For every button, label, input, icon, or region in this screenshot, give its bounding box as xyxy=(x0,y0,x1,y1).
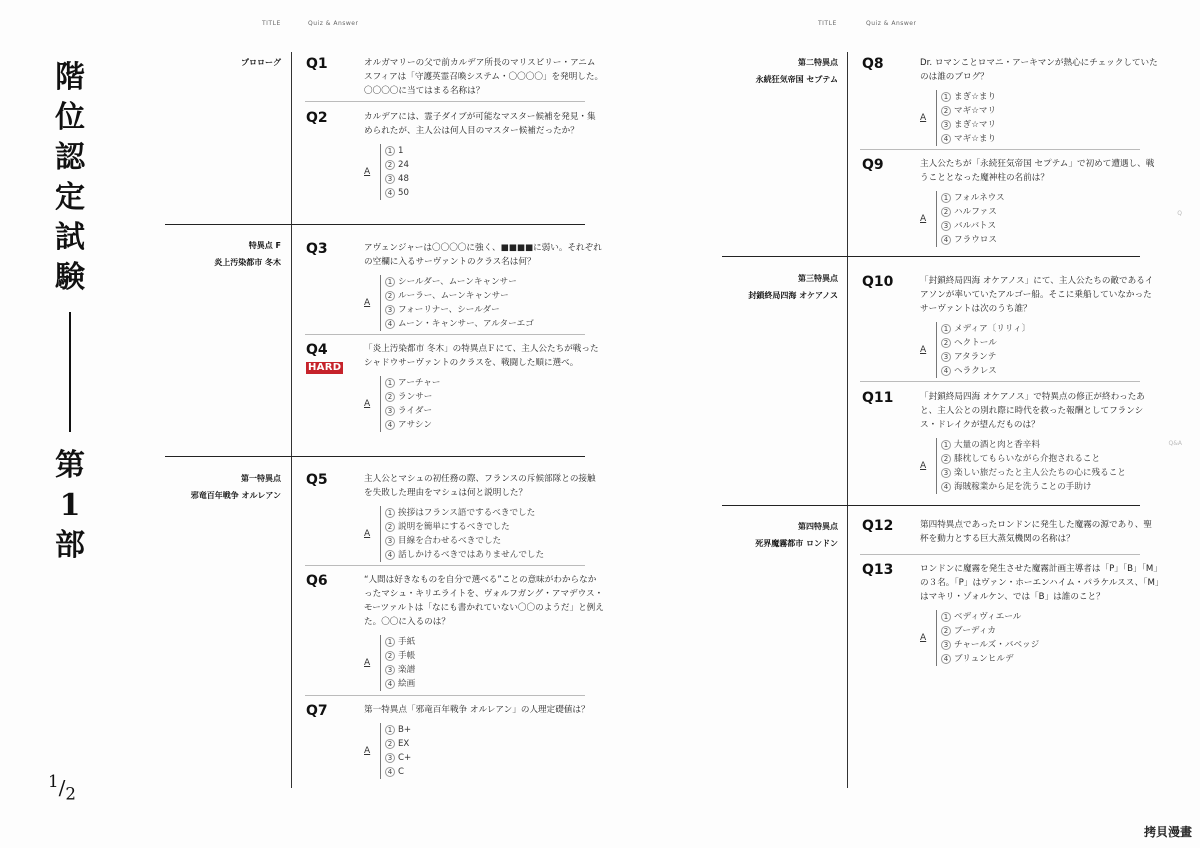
option-number-icon: 4 xyxy=(385,679,395,689)
question-text: ロンドンに魔霧を発生させた魔霧計画主導者は「P」「B」「M」の３名。「P」はヴァン・ホーエンハイム・パラケルスス、「M」はマキリ・ゾォルケン、では「B」は誰のこと？ xyxy=(920,564,1160,602)
option xyxy=(385,303,604,317)
option-text: フォーリナー、シールダー xyxy=(398,305,500,315)
option xyxy=(941,132,1160,146)
option-number-icon: 4 xyxy=(941,654,951,664)
option xyxy=(385,376,604,390)
option-number-icon: 1 xyxy=(385,277,395,287)
answer-options xyxy=(364,506,604,562)
answer-options xyxy=(920,322,1160,378)
question-number: Q5 xyxy=(306,472,328,488)
section-divider xyxy=(722,505,1140,506)
answer-options xyxy=(364,144,604,200)
option-number-icon: 2 xyxy=(941,106,951,116)
option xyxy=(385,275,604,289)
section-header-singularity-3 xyxy=(722,270,838,304)
option-text: C+ xyxy=(398,753,412,763)
option-number-icon: 3 xyxy=(385,753,395,763)
option-number-icon: 2 xyxy=(385,291,395,301)
vertical-title xyxy=(48,58,92,566)
option xyxy=(385,418,604,432)
option xyxy=(385,649,604,663)
question-number: Q11 xyxy=(862,390,894,406)
option xyxy=(385,663,604,677)
title-char: 験 xyxy=(55,260,85,295)
question-q11 xyxy=(862,390,1160,494)
option-text: ハルファス xyxy=(954,207,997,217)
section-name: 第一特異点 xyxy=(241,474,281,483)
question-divider xyxy=(305,101,585,102)
option xyxy=(385,186,604,200)
option-number-icon: 2 xyxy=(385,160,395,170)
option xyxy=(941,652,1160,666)
answer-mark: A xyxy=(364,399,371,409)
option-number-icon: 1 xyxy=(941,193,951,203)
option-number-icon: 2 xyxy=(385,739,395,749)
option-text: アーチャー xyxy=(398,378,441,388)
question-text: 主人公たちが「永続狂気帝国 セプテム」で初めて遭遇し、戦うこととなった魔神柱の名前は？ xyxy=(920,159,1155,183)
question-number: Q1 xyxy=(306,56,328,72)
column-rule-left xyxy=(291,52,292,788)
option-number-icon: 2 xyxy=(941,207,951,217)
question-number: Q6 xyxy=(306,573,328,589)
watermark: 拷貝漫畫 xyxy=(1143,825,1192,839)
option-number-icon: 4 xyxy=(385,550,395,560)
question-number: Q12 xyxy=(862,518,894,534)
section-header-singularity-f xyxy=(165,237,281,271)
question-q7 xyxy=(306,703,604,779)
option-number-icon: 2 xyxy=(385,651,395,661)
question-divider xyxy=(305,565,585,566)
option-number-icon: 3 xyxy=(941,352,951,362)
option xyxy=(385,144,604,158)
question-q1 xyxy=(306,56,604,98)
option xyxy=(941,219,1160,233)
question-text: “人間は好きなものを自分で選べる”ことの意味がわからなかったマシュ・キリエライトを、ヴォルフガング・アマデウス・モーツァルトは「なにも書かれていない〇〇のようだ」と例えた。〇〇に入るのは？ xyxy=(364,575,604,627)
option xyxy=(385,723,604,737)
question-text: オルガマリーの父で前カルデア所長のマリスビリー・アニムスフィアは「守護英霊召喚システム・〇〇〇〇」を発明した。〇〇〇〇に当てはまる名称は？ xyxy=(364,58,604,96)
section-name: 特異点 F xyxy=(248,241,281,250)
option-number-icon: 4 xyxy=(941,482,951,492)
question-number: Q2 xyxy=(306,110,328,126)
option-number-icon: 3 xyxy=(385,536,395,546)
answer-mark: A xyxy=(364,298,371,308)
title-char: 位 xyxy=(55,100,85,135)
answer-options xyxy=(364,635,604,691)
question-divider xyxy=(305,695,585,696)
option-text: 話しかけるべきではありませんでした xyxy=(398,550,545,560)
option-number-icon: 3 xyxy=(385,174,395,184)
option xyxy=(385,289,604,303)
option-text: 楽しい旅だったと主人公たちの心に残ること xyxy=(954,468,1126,478)
section-subtitle: 死界魔霧都市 ロンドン xyxy=(755,539,838,548)
question-text: 第四特異点であったロンドンに発生した魔霧の源であり、聖杯を動力とする巨大蒸気機関の名称は？ xyxy=(920,520,1152,544)
question-text: 「封鎖終局四海 オケアノス」で特異点の修正が終わったあと、主人公との別れ際に時代を救った報酬としてフランシス・ドレイクが望んだものは？ xyxy=(920,392,1145,430)
section-divider xyxy=(165,456,585,457)
question-text: 第一特異点「邪竜百年戦争 オルレアン」の人理定礎値は？ xyxy=(364,705,590,715)
option xyxy=(941,452,1160,466)
option-text: ルーラー、ムーンキャンサー xyxy=(398,291,509,301)
section-subtitle: 封鎖終局四海 オケアノス xyxy=(748,291,838,300)
title-char: 認 xyxy=(55,140,85,175)
option-text: ランサー xyxy=(398,392,433,402)
part-char: 第 xyxy=(55,448,85,483)
question-text: カルデアには、霊子ダイブが可能なマスター候補を発見・集められたが、主人公は何人目のマスター候補だったか？ xyxy=(364,112,596,136)
question-q4 xyxy=(306,342,604,432)
page-number: $^1/_2$ xyxy=(48,772,76,804)
option-text: 1 xyxy=(398,146,404,156)
answer-mark: A xyxy=(364,167,371,177)
option-text: まぎ☆まり xyxy=(954,92,997,102)
question-text: 主人公とマシュの初任務の際、フランスの斥候部隊との接触を失敗した理由をマシュは何と説明した？ xyxy=(364,474,596,498)
hard-badge: HARD xyxy=(308,362,342,373)
option-number-icon: 1 xyxy=(385,146,395,156)
option-number-icon: 4 xyxy=(385,420,395,430)
question-divider xyxy=(305,334,585,335)
question-text: 「封鎖終局四海 オケアノス」にて、主人公たちの敵であるイアソンが率いていたアルゴー船。そこに乗船していなかったサーヴァントは次のうち誰？ xyxy=(920,276,1154,314)
option xyxy=(385,172,604,186)
part-char: 部 xyxy=(55,528,85,563)
answer-options xyxy=(920,438,1160,494)
option-number-icon: 1 xyxy=(385,725,395,735)
option xyxy=(385,751,604,765)
answer-mark: A xyxy=(920,461,927,471)
option xyxy=(941,364,1160,378)
option-text: シールダー、ムーンキャンサー xyxy=(398,277,517,287)
section-subtitle: 邪竜百年戦争 オルレアン xyxy=(190,491,281,500)
question-number: Q8 xyxy=(862,56,884,72)
section-subtitle: 永続狂気帝国 セプテム xyxy=(755,75,838,84)
title-char: 試 xyxy=(55,220,85,255)
option-number-icon: 1 xyxy=(941,612,951,622)
header-subtitle: Quiz & Answer xyxy=(308,20,359,27)
option-text: チャールズ・バベッジ xyxy=(954,640,1040,650)
option-text: 海賊稼業から足を洗うことの手助け xyxy=(954,482,1092,492)
option-number-icon: 3 xyxy=(941,468,951,478)
answer-mark: A xyxy=(920,633,927,643)
option xyxy=(385,404,604,418)
title-char: 定 xyxy=(55,180,85,215)
option-number-icon: 2 xyxy=(385,522,395,532)
option-number-icon: 4 xyxy=(385,319,395,329)
option xyxy=(385,677,604,691)
section-name: 第三特異点 xyxy=(798,274,838,283)
question-text: Dr. ロマンことロマニ・アーキマンが熱心にチェックしていたのは誰のブログ？ xyxy=(920,58,1158,82)
question-q10 xyxy=(862,274,1160,378)
section-header-singularity-4 xyxy=(722,518,838,552)
question-number: Q7 xyxy=(306,703,328,719)
question-divider xyxy=(860,554,1140,555)
option-number-icon: 4 xyxy=(941,134,951,144)
option-text: ブリュンヒルデ xyxy=(954,654,1014,664)
option xyxy=(941,610,1160,624)
option-text: メディア〔リリィ〕 xyxy=(954,324,1031,334)
section-name: 第四特異点 xyxy=(798,522,838,531)
section-header-prologue xyxy=(165,54,281,71)
option-text: 楽譜 xyxy=(398,665,416,675)
option-number-icon: 1 xyxy=(385,378,395,388)
option-number-icon: 4 xyxy=(385,188,395,198)
header-title-label-right: TITLE xyxy=(818,20,837,27)
option xyxy=(941,480,1160,494)
option-text: 手紙 xyxy=(398,637,416,647)
part-char: 1 xyxy=(59,488,81,523)
option xyxy=(385,548,604,562)
option xyxy=(941,466,1160,480)
answer-options xyxy=(364,376,604,432)
section-name: 第二特異点 xyxy=(798,58,838,67)
option-text: 手帳 xyxy=(398,651,416,661)
option-number-icon: 4 xyxy=(385,767,395,777)
section-subtitle: 炎上汚染都市 冬木 xyxy=(214,258,281,267)
answer-options xyxy=(920,610,1160,666)
option-text: アタランテ xyxy=(954,352,997,362)
option xyxy=(941,438,1160,452)
option-text: 48 xyxy=(398,174,409,184)
option xyxy=(385,534,604,548)
page-number-current: 1 xyxy=(48,772,59,791)
question-q8 xyxy=(862,56,1160,146)
option-number-icon: 2 xyxy=(941,626,951,636)
option-text: ベディヴィエール xyxy=(954,612,1022,622)
option xyxy=(385,737,604,751)
option-text: マギ☆マリ xyxy=(954,106,997,116)
option-text: フラウロス xyxy=(954,235,997,245)
option xyxy=(941,104,1160,118)
option xyxy=(941,336,1160,350)
option-text: 24 xyxy=(398,160,409,170)
option-number-icon: 2 xyxy=(941,338,951,348)
option-number-icon: 1 xyxy=(385,508,395,518)
question-q5 xyxy=(306,472,604,562)
option-text: ヘクトール xyxy=(954,338,997,348)
question-q9 xyxy=(862,157,1160,247)
section-header-singularity-1 xyxy=(165,470,281,504)
option-text: 目線を合わせるべきでした xyxy=(398,536,502,546)
title-char: 階 xyxy=(55,60,85,95)
section-name: プロローグ xyxy=(241,58,281,67)
option-number-icon: 2 xyxy=(941,454,951,464)
answer-options xyxy=(364,723,604,779)
option-number-icon: 3 xyxy=(941,120,951,130)
question-q12 xyxy=(862,518,1160,546)
answer-mark: A xyxy=(920,214,927,224)
option-text: 説明を簡単にするべきでした xyxy=(398,522,510,532)
option-number-icon: 1 xyxy=(385,637,395,647)
option xyxy=(941,638,1160,652)
option xyxy=(941,322,1160,336)
option xyxy=(941,90,1160,104)
option xyxy=(385,317,604,331)
option xyxy=(385,520,604,534)
option xyxy=(385,506,604,520)
title-divider xyxy=(69,312,71,432)
question-text: アヴェンジャーは〇〇〇〇に強く、■■■■に弱い。それぞれの空欄に入るサーヴァントのクラス名は何？ xyxy=(364,243,602,267)
option-text: まぎ☆マリ xyxy=(954,120,997,130)
edge-mark: Q xyxy=(1177,210,1182,217)
answer-mark: A xyxy=(920,345,927,355)
answer-options xyxy=(920,191,1160,247)
option-number-icon: 3 xyxy=(385,406,395,416)
question-divider xyxy=(860,149,1140,150)
option xyxy=(385,765,604,779)
option xyxy=(385,158,604,172)
question-number: Q9 xyxy=(862,157,884,173)
option-text: 挨拶はフランス語でするべきでした xyxy=(398,508,536,518)
option-text: マギ☆まり xyxy=(954,134,997,144)
edge-mark: Q&A xyxy=(1168,440,1182,447)
option-number-icon: 3 xyxy=(385,305,395,315)
option-text: 膝枕してもらいながら介抱されること xyxy=(954,454,1101,464)
question-number: Q10 xyxy=(862,274,894,290)
option xyxy=(941,205,1160,219)
option-text: B+ xyxy=(398,725,412,735)
option-text: 大量の酒と肉と香辛料 xyxy=(954,440,1040,450)
option-text: バルバトス xyxy=(954,221,997,231)
option-text: 50 xyxy=(398,188,409,198)
question-number: Q4 xyxy=(306,342,328,358)
option-number-icon: 4 xyxy=(941,235,951,245)
option-text: 絵画 xyxy=(398,679,416,689)
answer-mark: A xyxy=(920,113,927,123)
question-q2 xyxy=(306,110,604,200)
option-text: ブーディカ xyxy=(954,626,997,636)
header-subtitle-right: Quiz & Answer xyxy=(866,20,917,27)
section-divider xyxy=(722,256,1140,257)
option-text: フォルネウス xyxy=(954,193,1005,203)
option xyxy=(385,390,604,404)
option-text: C xyxy=(398,767,405,777)
answer-options xyxy=(364,275,604,331)
option-text: ライダー xyxy=(398,406,433,416)
option xyxy=(941,350,1160,364)
answer-mark: A xyxy=(364,658,371,668)
question-q3 xyxy=(306,241,604,331)
option-number-icon: 1 xyxy=(941,440,951,450)
option xyxy=(941,191,1160,205)
option-text: ヘラクレス xyxy=(954,366,997,376)
section-header-singularity-2 xyxy=(722,54,838,88)
column-rule-right xyxy=(847,52,848,788)
question-number: Q13 xyxy=(862,562,894,578)
option-number-icon: 1 xyxy=(941,324,951,334)
question-number: Q3 xyxy=(306,241,328,257)
question-text: 「炎上汚染都市 冬木」の特異点Ｆにて、主人公たちが戦ったシャドウサーヴァントのクラスを、戦闘した順に選べ。 xyxy=(364,344,599,368)
option-number-icon: 2 xyxy=(385,392,395,402)
option-number-icon: 3 xyxy=(941,640,951,650)
answer-options xyxy=(920,90,1160,146)
option xyxy=(385,635,604,649)
option xyxy=(941,624,1160,638)
option xyxy=(941,233,1160,247)
option-number-icon: 3 xyxy=(385,665,395,675)
question-q13 xyxy=(862,562,1160,666)
option-number-icon: 3 xyxy=(941,221,951,231)
option-number-icon: 1 xyxy=(941,92,951,102)
answer-mark: A xyxy=(364,529,371,539)
header-title-label: TITLE xyxy=(262,20,281,27)
page-number-total: 2 xyxy=(65,784,76,804)
question-q6 xyxy=(306,573,604,691)
option xyxy=(941,118,1160,132)
option-number-icon: 4 xyxy=(941,366,951,376)
answer-mark: A xyxy=(364,746,371,756)
option-text: EX xyxy=(398,739,410,749)
question-divider xyxy=(860,381,1140,382)
option-text: ムーン・キャンサー、アルターエゴ xyxy=(398,319,534,329)
section-divider xyxy=(165,224,585,225)
option-text: アサシン xyxy=(398,420,432,430)
